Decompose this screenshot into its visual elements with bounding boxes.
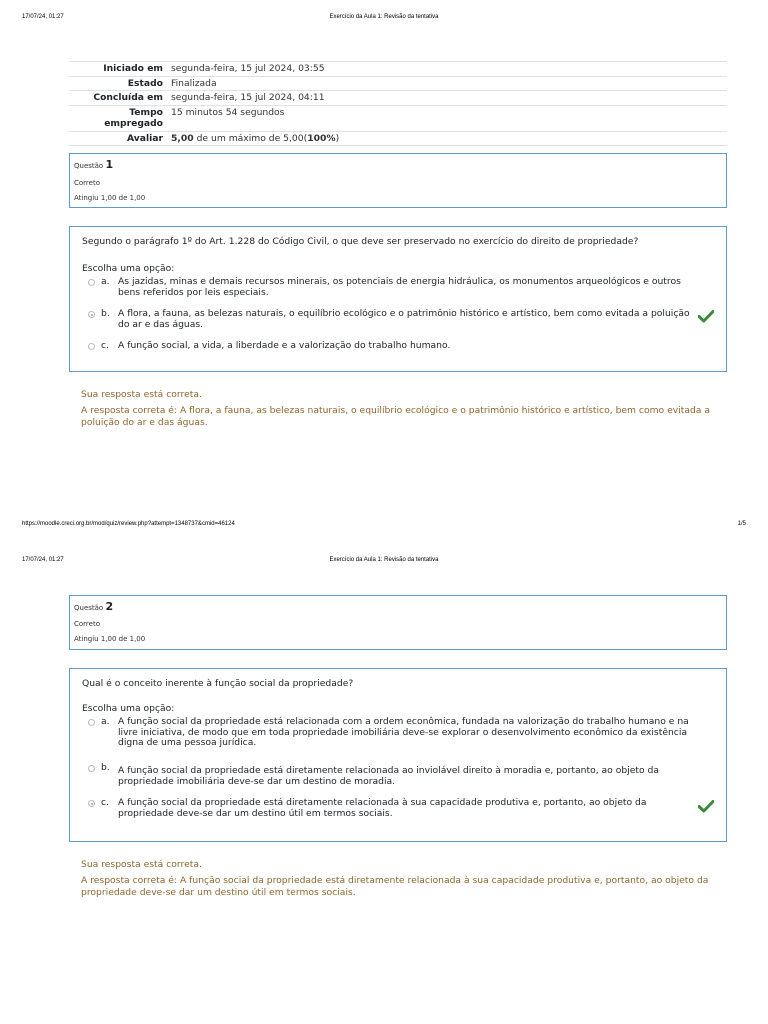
question-number [74, 600, 113, 613]
question-content [69, 668, 727, 842]
summary-value: segunda-feira, 15 jul 2024, 03:55 [167, 62, 727, 77]
radio-c[interactable] [88, 800, 95, 807]
grade-percent: 100% [307, 132, 336, 144]
question-number [74, 158, 113, 171]
option-letter: a. [101, 276, 110, 287]
radio-c[interactable] [88, 343, 95, 350]
question-grade: Atingiu 1,00 de 1,00 [74, 194, 146, 202]
feedback-right-answer: A resposta correta é: A função social da propriedade está diretamente relacionada à sua capacidade produtiva e, portanto, ao objeto da propriedade deve-se dar um destino útil em termos sociais. [81, 875, 709, 898]
radio-b[interactable] [88, 765, 95, 772]
summary-grade-value [167, 131, 727, 146]
option-letter: b. [101, 762, 110, 773]
answer-prompt: Escolha uma opção: [82, 263, 175, 274]
grade-score: 5,00 [171, 132, 194, 144]
option-text: A flora, a fauna, as belezas naturais, o equilíbrio ecológico e o patrimônio histórico e artístico, bem como evitada a poluição do ar e das águas. [118, 308, 690, 330]
option-letter: c. [101, 340, 109, 351]
summary-row [69, 62, 727, 77]
print-page-number: 1/5 [737, 521, 746, 527]
summary-row [69, 105, 727, 131]
question-content [69, 226, 727, 372]
option-text: A função social da propriedade está relacionada com a ordem econômica, fundada na valorização do trabalho humano e na livre iniciativa, de modo que em toda propriedade imobiliária deve-se explorar o desenvolvimento econômico da existência digna de uma pessoa jurídica. [118, 716, 689, 748]
summary-row [69, 91, 727, 106]
question-info [69, 595, 727, 650]
print-title: Exercício da Aula 1: Revisão da tentativa [329, 14, 439, 20]
summary-value: segunda-feira, 15 jul 2024, 04:11 [167, 91, 727, 106]
attempt-summary-table [69, 61, 727, 146]
answer-prompt: Escolha uma opção: [82, 703, 175, 714]
print-url: https://moodle.creci.org.br/mod/quiz/review.php?attempt=1348737&cmid=46124 [22, 521, 235, 527]
question-label: Questão [74, 162, 104, 170]
summary-value: 15 minutos 54 segundos [167, 105, 727, 131]
question-grade: Atingiu 1,00 de 1,00 [74, 635, 146, 643]
question-state: Correto [74, 179, 100, 187]
summary-row-grade [69, 131, 727, 146]
print-date: 17/07/24, 01:27 [22, 557, 64, 563]
option-letter: b. [101, 308, 110, 319]
print-title: Exercício da Aula 1: Revisão da tentativa [329, 557, 439, 563]
feedback-right-answer: A resposta correta é: A flora, a fauna, as belezas naturais, o equilíbrio ecológico e o patrimônio histórico e artístico, bem como evitada a poluição do ar e das águas. [81, 405, 710, 428]
question-state: Correto [74, 620, 100, 628]
option-text: A função social da propriedade está diretamente relacionada à sua capacidade produtiva e, portanto, ao objeto da propriedade deve-se dar um destino útil em termos sociais. [118, 797, 647, 819]
radio-b[interactable] [88, 311, 95, 318]
question-text: Segundo o parágrafo 1º do Art. 1.228 do Código Civil, o que deve ser preservado no exercício do direito de propriedade? [82, 236, 639, 247]
option-letter: a. [101, 716, 110, 727]
option-text: As jazidas, minas e demais recursos minerais, os potenciais de energia hidráulica, os monumentos arqueológicos e outros bens referidos por leis especiais. [118, 276, 681, 298]
feedback-status: Sua resposta está correta. [81, 859, 202, 870]
summary-label: Iniciado em [69, 62, 167, 77]
radio-a[interactable] [88, 719, 95, 726]
summary-row [69, 76, 727, 91]
option-text: A função social, a vida, a liberdade e a valorização do trabalho humano. [118, 340, 451, 351]
summary-value: Finalizada [167, 76, 727, 91]
question-label: Questão [74, 604, 104, 612]
feedback-status: Sua resposta está correta. [81, 389, 202, 400]
correct-check-icon [698, 309, 714, 323]
grade-max: de um máximo de 5,00( [193, 132, 308, 144]
question-num: 1 [105, 158, 114, 171]
option-text: A função social da propriedade está diretamente relacionada ao inviolável direito à moradia e, portanto, ao objeto da propriedade imobiliária deve-se dar um destino de moradia. [118, 765, 659, 787]
correct-check-icon [698, 799, 714, 813]
summary-label: Estado [69, 76, 167, 91]
radio-a[interactable] [88, 279, 95, 286]
grade-close: ) [335, 132, 340, 144]
question-text: Qual é o conceito inerente à função social da propriedade? [82, 678, 354, 689]
question-num: 2 [105, 600, 114, 613]
print-date: 17/07/24, 01:27 [22, 14, 64, 20]
summary-label: Tempo empregado [69, 105, 167, 131]
option-letter: c. [101, 797, 109, 808]
summary-label: Avaliar [69, 131, 167, 146]
question-info [69, 153, 727, 208]
summary-label: Concluída em [69, 91, 167, 106]
